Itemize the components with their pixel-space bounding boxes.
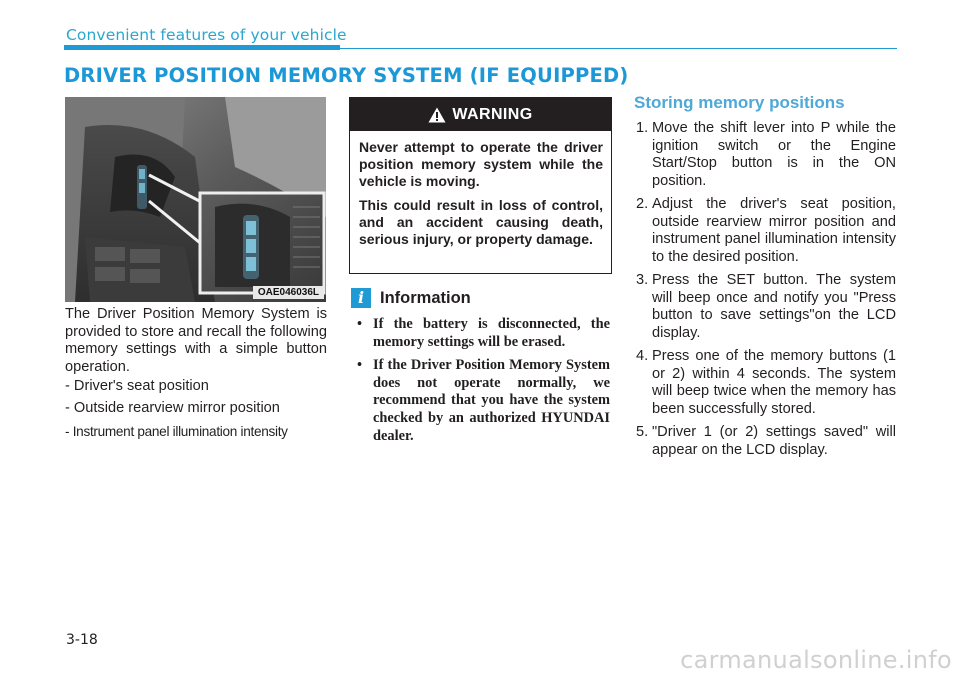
page-number: 3-18 — [66, 632, 98, 648]
step-text: Adjust the driver's seat position, outside rearview mirror position and instrument panel illumination intensity to the desired position. — [652, 196, 896, 265]
information-text: If the battery is disconnected, the memory settings will be erased. — [373, 316, 610, 350]
door-panel-illustration — [65, 97, 326, 302]
step-item — [636, 196, 896, 266]
warning-header — [350, 98, 611, 131]
bullet-icon: • — [357, 316, 363, 332]
warning-label: WARNING — [452, 105, 533, 123]
warning-triangle-icon — [428, 107, 446, 123]
warning-body — [350, 131, 611, 248]
info-icon: i — [351, 288, 371, 308]
step-number: 2. — [636, 196, 649, 212]
step-number: 1. — [636, 120, 649, 136]
warning-box — [349, 97, 612, 274]
information-list — [357, 316, 610, 451]
photo-reference-code: OAE046036L — [253, 286, 324, 299]
intro-list-item: - Outside rearview mirror position — [65, 400, 280, 416]
step-text: "Driver 1 (or 2) settings saved" will appear on the LCD display. — [652, 424, 896, 458]
watermark: carmanualsonline.info — [680, 646, 952, 674]
information-text: If the Driver Position Memory System does not operate normally, we recommend that you have the system checked by an authorized HYUNDAI dealer. — [373, 357, 610, 444]
step-item — [636, 348, 896, 418]
step-number: 5. — [636, 424, 649, 440]
step-item — [636, 120, 896, 190]
intro-list-item: - Instrument panel illumination intensity — [65, 424, 288, 439]
header-rule — [340, 48, 897, 49]
chapter-title: Convenient features of your vehicle — [66, 26, 347, 44]
step-item — [636, 424, 896, 459]
information-title: Information — [380, 288, 471, 307]
information-item — [357, 357, 610, 445]
step-number: 4. — [636, 348, 649, 364]
section-title: DRIVER POSITION MEMORY SYSTEM (IF EQUIPPED) — [64, 64, 629, 87]
warning-paragraph: Never attempt to operate the driver position memory system while the vehicle is moving. — [359, 139, 603, 190]
step-text: Move the shift lever into P while the ignition switch or the Engine Start/Stop button is in the ON position. — [652, 120, 896, 189]
step-number: 3. — [636, 272, 649, 288]
intro-list-item: - Driver's seat position — [65, 378, 209, 394]
storing-steps — [636, 120, 896, 465]
information-header — [351, 288, 471, 308]
door-panel-photo — [65, 97, 326, 302]
bullet-icon: • — [357, 357, 363, 374]
storing-title: Storing memory positions — [634, 93, 845, 112]
header-bar — [64, 45, 340, 50]
warning-paragraph: This could result in loss of control, and an accident causing death, serious injury, or property damage. — [359, 196, 603, 248]
step-text: Press one of the memory buttons (1 or 2) within 4 seconds. The system will beep twice when the memory has been successfully stored. — [652, 348, 896, 417]
intro-paragraph: The Driver Position Memory System is provided to store and recall the following memory settings with a simple button operation. — [65, 306, 327, 375]
information-item — [357, 316, 610, 351]
step-item — [636, 272, 896, 342]
step-text: Press the SET button. The system will beep once and notify you "Press button to save settings"on the LCD display. — [652, 272, 896, 341]
